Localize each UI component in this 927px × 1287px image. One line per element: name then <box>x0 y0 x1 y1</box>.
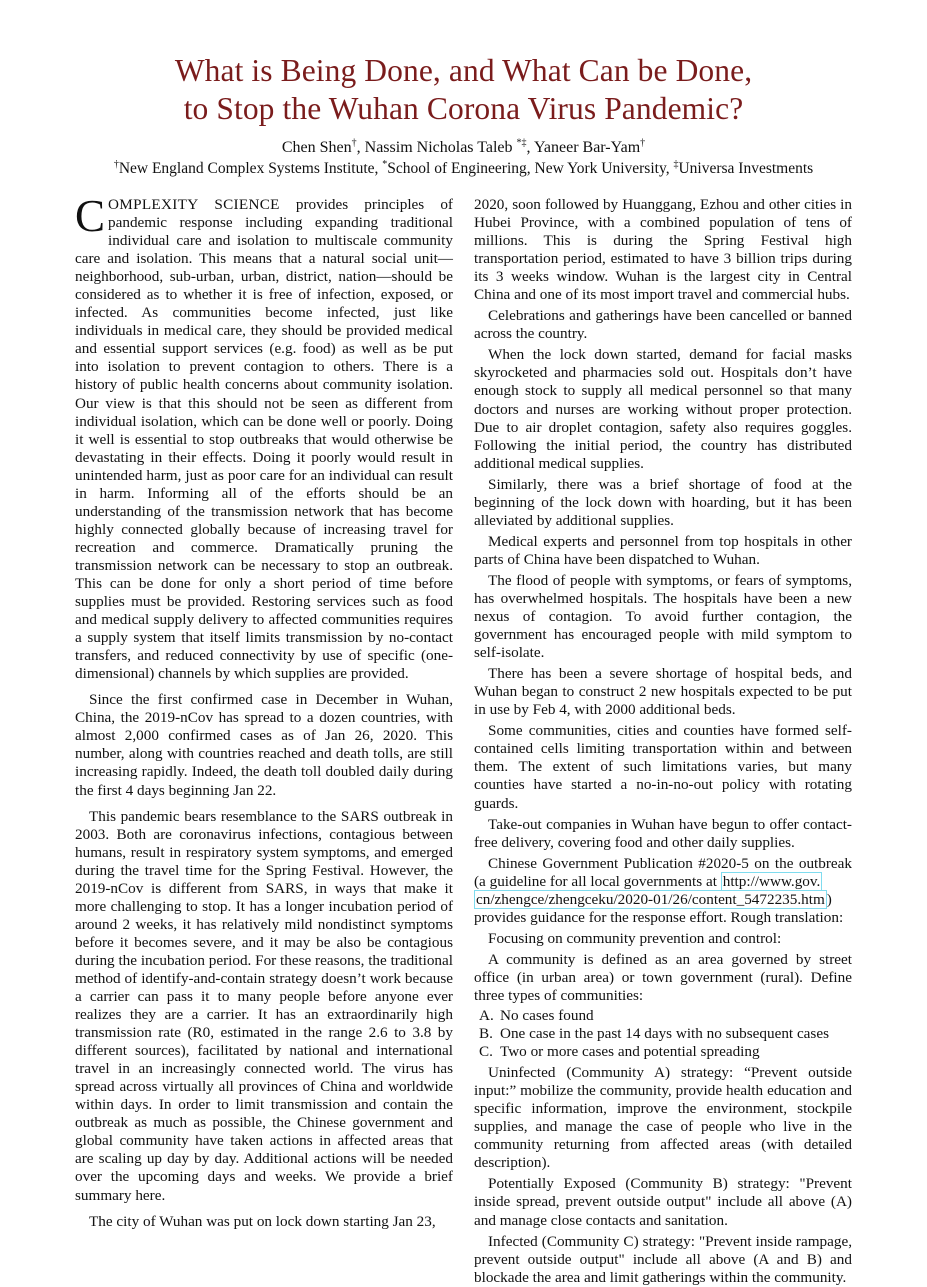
list-item-mark: C. <box>479 1043 493 1061</box>
community-type-list <box>474 1007 852 1061</box>
paragraph-celebrations: Celebrations and gatherings have been cancelled or banned across the country. <box>474 307 852 343</box>
list-item <box>474 1007 852 1025</box>
publication-text-after: ) provides guidance for the response effort. Rough translation: <box>474 890 844 926</box>
paragraph-takeout: Take-out companies in Wuhan have begun to offer contact-free delivery, covering food and other daily supplies. <box>474 815 852 851</box>
affiliation-mark: ‡ <box>673 158 679 170</box>
affiliation-mark: † <box>113 158 119 170</box>
paragraph-strategy-a: Uninfected (Community A) strategy: “Prevent outside input:” mobilize the community, provide health education and specific information, improve the environment, stockpile supplies, and manage the case of people who live in the community returning from affected areas (with detailed description). <box>474 1064 852 1172</box>
author-list: Chen Shen†, Nassim Nicholas Taleb *‡, Yaneer Bar-Yam† <box>281 137 646 156</box>
guideline-link-part-1: http://www.gov. <box>722 872 821 890</box>
paragraph-focus: Focusing on community prevention and control: <box>488 929 782 947</box>
guideline-link[interactable] <box>721 872 823 891</box>
paragraph-strategy-b: Potentially Exposed (Community B) strategy: "Prevent inside spread, prevent outside output" include all above (A) and manage close contacts and sanitation. <box>474 1175 852 1229</box>
paragraph-intro <box>75 191 453 683</box>
author-mark: *‡ <box>516 137 527 149</box>
paragraph-publication <box>474 855 852 927</box>
list-item-text: Two or more cases and potential spreading <box>500 1043 760 1061</box>
affiliation-name: School of Engineering, New York University <box>387 160 666 177</box>
affiliation-name: Universa Investments <box>678 160 814 177</box>
list-item <box>474 1025 852 1043</box>
paper-title-line-1: What is Being Done, and What Can be Done, <box>174 53 753 88</box>
guideline-link-cont[interactable] <box>474 890 827 909</box>
list-item <box>474 1043 852 1061</box>
paper-title-line-2: to Stop the Wuhan Corona Virus Pandemic? <box>183 91 744 126</box>
publication-text: Chinese Government Publication #2020-5 on the outbreak (a guideline for all local governments at <box>474 854 852 890</box>
paragraph-hospitals: The flood of people with symptoms, or fears of symptoms, has overwhelmed hospitals. The hospitals have been a new nexus of contagion. To avoid further contagion, the government has encouraged people with mild symptom to self-isolate. <box>474 571 852 662</box>
paragraph-strategy-c: Infected (Community C) strategy: "Prevent inside rampage, prevent outside output" include all above (A and B) and blockade the area and limit gatherings within the community. <box>474 1232 852 1286</box>
affiliation-name: New England Complex Systems Institute <box>118 160 375 177</box>
author-mark: † <box>640 137 646 149</box>
list-item-mark: A. <box>479 1007 494 1025</box>
author-mark: † <box>351 137 357 149</box>
affiliation-list: †New England Complex Systems Institute, *School of Engineering, New York University, ‡Universa Investments <box>113 158 814 177</box>
intro-text: provides principles of pandemic response including expanding traditional individual care and isolation to multiscale community care and isolation. This means that a natural social unit—neighborhood, sub-urban, urban, district, nation—should be considered as to whether it is free of infection, exposed, or infected. As communities become infected, just like individuals in medical care, they should be provided medical and essential support services (e.g. food) as well as be put into isolation to prevent contagion to others. There is a history of public health concerns about community isolation. Our view is that this should not be seen as different from individual isolation, which can be done well or poorly. Doing it well is essential to stop outbreaks that would otherwise be devastating in their effects. Doing it poorly would result in unintended harm, just as poor care for an individual can result in harm. Informing all of the efforts should be an understanding of the transmission network that has become highly connected globally because of increasing travel for recreation and commerce. Dramatically pruning the transmission network can be necessary to stop an outbreak. This can be done for only a short period of time before supplies must be provided. Restoring services such as food and medical supply delivery to affected communities requires a supply system that itself limits transmission by no-contact transfers, and reduced connectivity by use of specific (one-dimensional) channels by which supplies are provided. <box>75 196 453 683</box>
paragraph-masks: When the lock down started, demand for facial masks skyrocketed and pharmacies sold out. Hospitals don’t have enough stock to supply all medical personnel so that many doctors and nurses are working without proper protection. Due to air droplet contagion, safety also requires goggles. Following the initial period, the country has distributed additional medical supplies. <box>474 346 852 472</box>
guideline-link-part-2: cn/zhengce/zhengceku/2020-01/26/content_5472235.htm <box>476 890 825 908</box>
paragraph-lockdown-cont: 2020, soon followed by Huanggang, Ezhou and other cities in Hubei Province, with a combined population of tens of millions. This is during the Spring Festival high transportation period, estimated to have 3 billion trips during its 3 weeks window. Wuhan is the largest city in Central China and one of its most import travel and commercial hubs. <box>474 196 852 304</box>
paper-title <box>0 52 927 128</box>
author-name: Chen Shen <box>281 139 352 156</box>
right-column <box>474 196 852 1287</box>
affiliation-mark: * <box>382 158 388 170</box>
left-column <box>75 191 453 1231</box>
paragraph-first-case: Since the first confirmed case in December in Wuhan, China, the 2019-nCov has spread to a dozen countries, with almost 2,000 confirmed cases as of Jan 26, 2020. This number, along with countries reached and death tolls, are still increasing rapidly. Indeed, the death toll doubled daily during the first 4 days beginning Jan 22. <box>75 691 453 799</box>
paragraph-experts: Medical experts and personnel from top hospitals in other parts of China have been dispatched to Wuhan. <box>474 532 852 568</box>
list-item-mark: B. <box>479 1025 493 1043</box>
author-name: Nassim Nicholas Taleb <box>364 139 513 156</box>
list-item-text: No cases found <box>500 1007 594 1025</box>
drop-cap: C <box>75 191 106 241</box>
paragraph-sars-comparison: This pandemic bears resemblance to the SARS outbreak in 2003. Both are coronavirus infections, contagious between humans, result in respiratory system symptoms, and emerged during the travel time for the Spring Festival. However, the 2019-nCov is different from SARS, in ways that make it more challenging to stop. It has a longer incubation period of around 2 weeks, it has relatively mild nondistinct symptoms before it becomes severe, and it may be also be contagious during the incubation period. For these reasons, the traditional method of identify-and-contain strategy doesn’t work because a carrier can pass it to many people before anyone ever realizes they are a carrier. It has an extraordinarily high transmission rate (R0, estimated in the range 2.6 to 3.8 by different sources), facilitated by national and international travel in an increasingly connected world. The virus has spread across virtually all provinces of China and worldwide within days. In order to limit transmission and contain the outbreak as much as possible, the Chinese government and global community have taken actions in affected areas that are scaling up day by day. Additional actions will be needed over the upcoming days and weeks. We provide a brief summary here. <box>75 807 453 1204</box>
paragraph-community-definition: A community is defined as an area governed by street office (in urban area) or town government (rural). Define three types of communities: <box>474 950 852 1004</box>
lead-small-caps: OMPLEXITY SCIENCE <box>108 196 280 213</box>
paragraph-cells: Some communities, cities and counties have formed self-contained cells limiting transportation within and between them. The extent of such limitations varies, but many counties have started a no-in-no-out policy with rotating guards. <box>474 722 852 812</box>
paragraph-food: Similarly, there was a brief shortage of food at the beginning of the lock down with hoarding, but it has been alleviated by additional supplies. <box>474 475 852 529</box>
author-name: Yaneer Bar-Yam <box>533 139 641 156</box>
list-item-text: One case in the past 14 days with no subsequent cases <box>500 1025 829 1043</box>
paragraph-beds: There has been a severe shortage of hospital beds, and Wuhan began to construct 2 new hospitals expected to be put in use by Feb 4, with 2000 additional beds. <box>474 665 852 719</box>
paragraph-lockdown-start: The city of Wuhan was put on lock down starting Jan 23, <box>89 1212 436 1230</box>
